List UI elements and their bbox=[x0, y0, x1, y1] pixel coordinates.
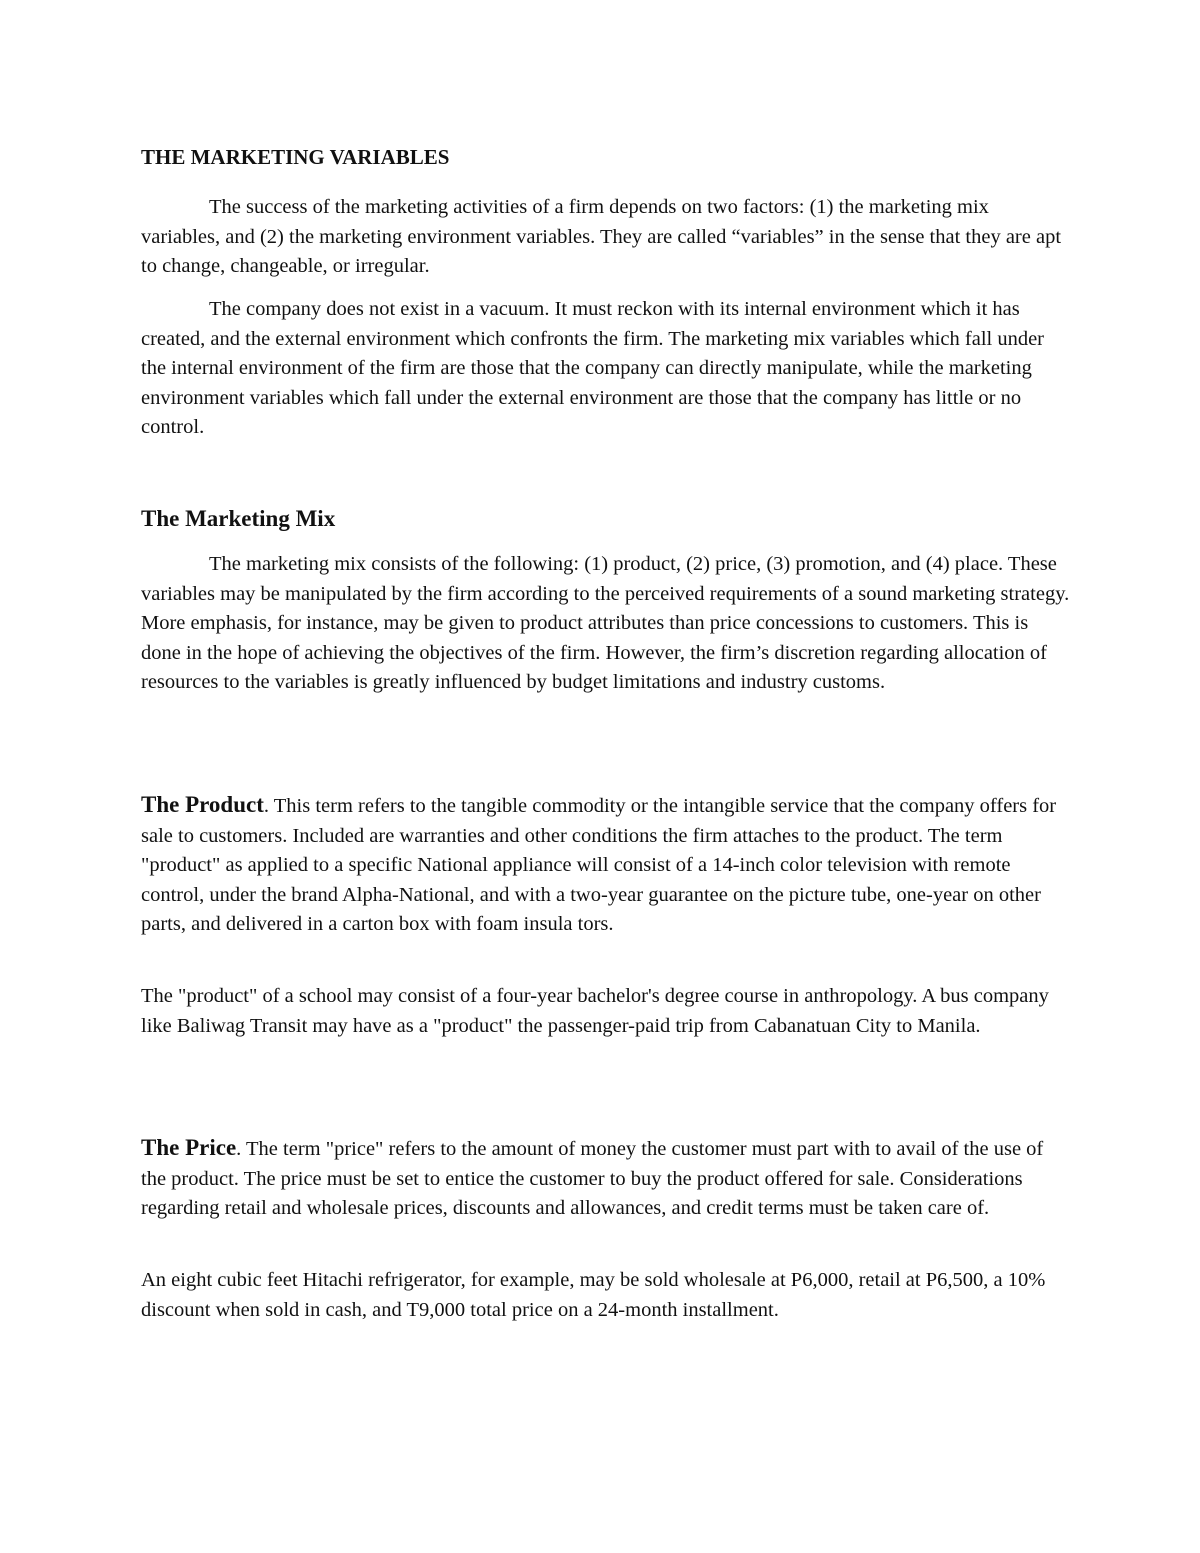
product-paragraph-1-text: . This term refers to the tangible commodity or the intangible service that the company offers for sale to customers. Included are warranties and other conditions the firm attaches to the product. The term "product" as applied to a specific National appliance will consist of a 14-inch color television with remote control, under the brand Alpha-National, and with a two-year guarantee on the picture tube, one-year on other parts, and delivered in a carton box with foam insula tors. bbox=[141, 795, 1057, 935]
product-paragraph-1 bbox=[141, 790, 1071, 940]
price-paragraph-2: An eight cubic feet Hitachi refrigerator, for example, may be sold wholesale at P6,000, retail at P6,500, a 10% discount when sold in cash, and T9,000 total price on a 24-month installment. bbox=[141, 1269, 1046, 1321]
intro-paragraph-2: The company does not exist in a vacuum. It must reckon with its internal environment which it has created, and the external environment which confronts the firm. The marketing mix variables which fall under the internal environment of the firm are those that the company can directly manipulate, while the marketing environment variables which fall under the external environment are those that the company has little or no control. bbox=[141, 298, 1045, 438]
document-title: THE MARKETING VARIABLES bbox=[141, 145, 450, 169]
product-paragraph-2: The "product" of a school may consist of a four-year bachelor's degree course in anthropology. A bus company like Baliwag Transit may have as a "product" the passenger-paid trip from Cabanatuan City to Manila. bbox=[141, 985, 1049, 1037]
price-paragraph-1-text: . The term "price" refers to the amount of money the customer must part with to avail of the use of the product. The price must be set to entice the customer to buy the product offered for sale. Considerations regarding retail and wholesale prices, discounts and allowances, and credit terms must be taken care of. bbox=[141, 1138, 1044, 1219]
product-term: The Product bbox=[141, 792, 264, 817]
intro-paragraph-1: The success of the marketing activities of a firm depends on two factors: (1) the marketing mix variables, and (2) the marketing environment variables. They are called “variables” in the sense that they are apt to change, changeable, or irregular. bbox=[141, 196, 1062, 277]
price-term: The Price bbox=[141, 1135, 237, 1160]
marketing-mix-paragraph: The marketing mix consists of the following: (1) product, (2) price, (3) promotion, and (4) place. These variables may be manipulated by the firm according to the perceived requirements of a sound marketing strategy. More emphasis, for instance, may be given to product attributes than price concessions to customers. This is done in the hope of achieving the objectives of the firm. However, the firm’s discretion regarding allocation of resources to the variables is greatly influenced by budget limitations and industry customs. bbox=[141, 553, 1070, 693]
price-paragraph-1 bbox=[141, 1133, 1071, 1224]
section-heading-marketing-mix: The Marketing Mix bbox=[141, 506, 336, 531]
